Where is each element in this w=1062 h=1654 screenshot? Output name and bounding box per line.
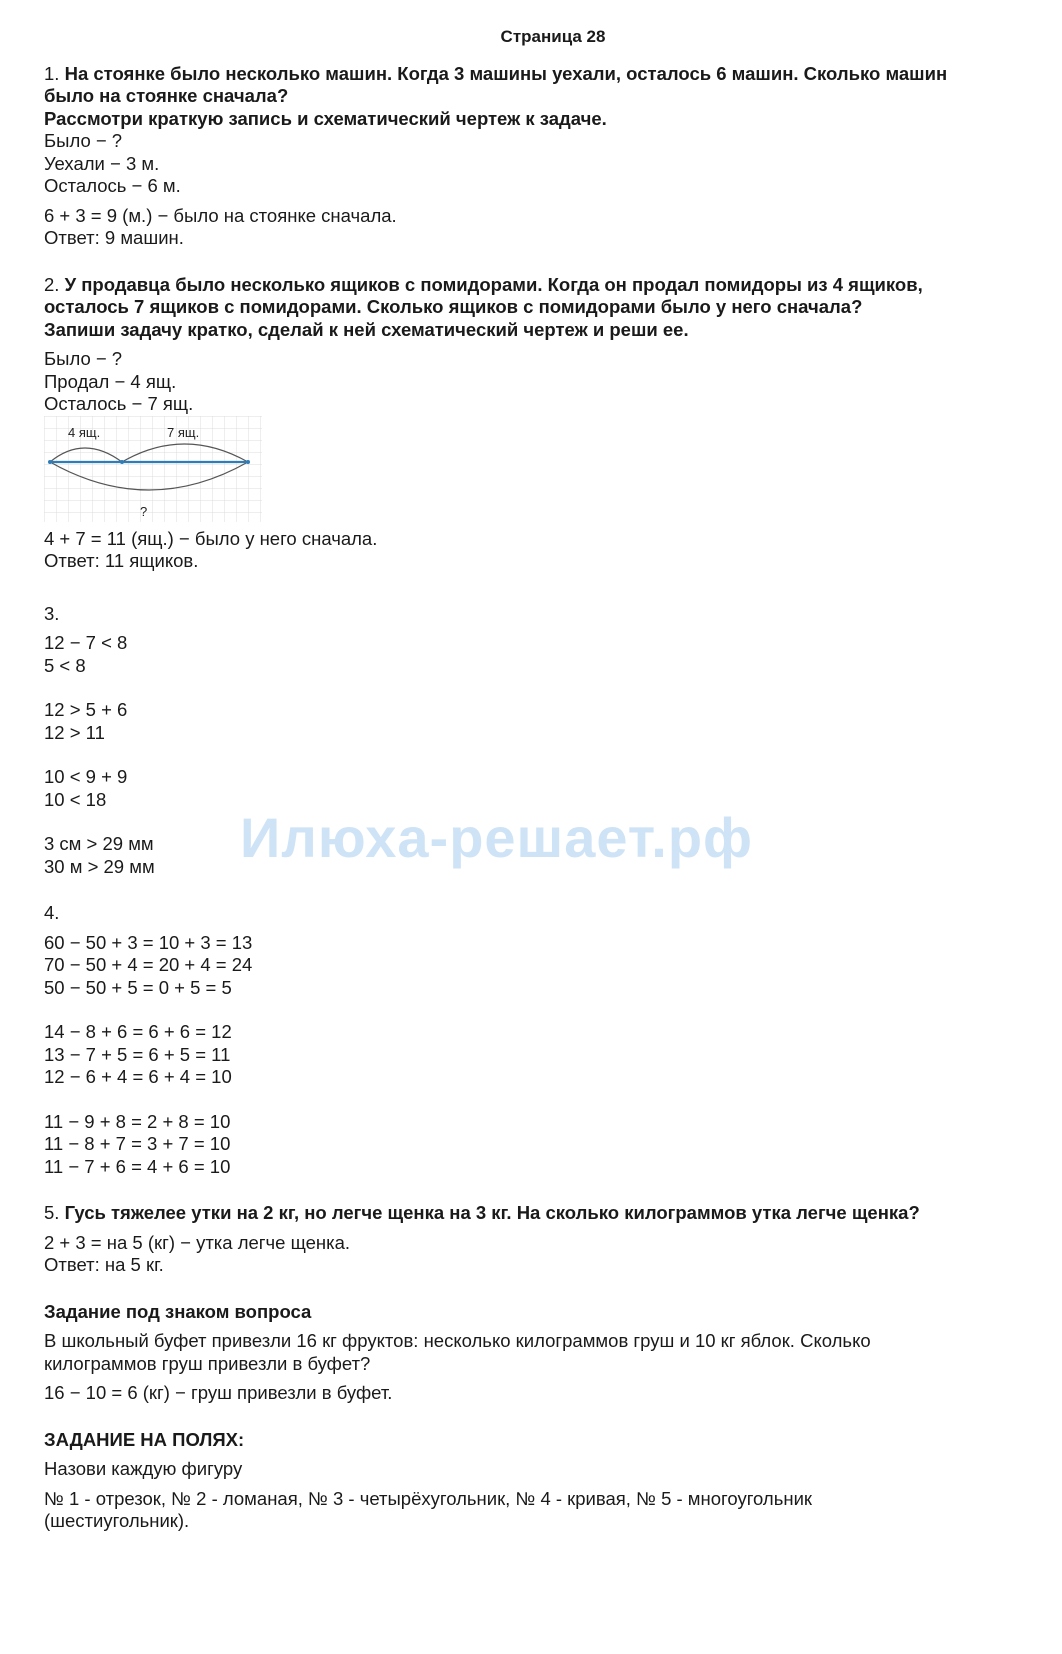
question-text: Гусь тяжелее утки на 2 кг, но легче щенка на 3 кг. На сколько килограммов утка легче щенка? bbox=[64, 1202, 920, 1223]
task-2-question bbox=[44, 274, 1034, 297]
question-text: было на стоянке сначала? bbox=[44, 85, 289, 106]
expression-line: 11 − 7 + 6 = 4 + 6 = 10 bbox=[44, 1155, 231, 1177]
segment-end-point bbox=[246, 460, 250, 464]
expression-line: 11 − 8 + 7 = 3 + 7 = 10 bbox=[44, 1133, 231, 1154]
short-note-line: Продал − 4 ящ. bbox=[44, 370, 177, 392]
short-note-line: Было − ? bbox=[44, 348, 123, 369]
comparison-line: 10 < 9 + 9 bbox=[44, 766, 128, 787]
segment-diagram-svg bbox=[44, 416, 274, 528]
task-5 bbox=[44, 1202, 1034, 1277]
solution-line: 16 − 10 = 6 (кг) − груш привезли в буфет. bbox=[44, 1382, 393, 1403]
page-title: Страница 28 bbox=[500, 27, 606, 46]
expression-line: 11 − 9 + 8 = 2 + 8 = 10 bbox=[44, 1110, 231, 1132]
document-page bbox=[44, 26, 1034, 1533]
answer-line: Ответ: 11 ящиков. bbox=[44, 550, 199, 571]
expression-line: 70 − 50 + 4 = 20 + 4 = 24 bbox=[44, 954, 253, 975]
task-number: 5. bbox=[44, 1202, 60, 1223]
comparison-line: 10 < 18 bbox=[44, 788, 107, 810]
right-part-label: 7 ящ. bbox=[167, 424, 200, 440]
task-2 bbox=[44, 274, 1034, 573]
short-note-line: Уехали − 3 м. bbox=[44, 152, 160, 174]
task-number: 4. bbox=[44, 902, 60, 923]
expression-line: 60 − 50 + 3 = 10 + 3 = 13 bbox=[44, 931, 253, 953]
task-text: В школьный буфет привезли 16 кг фруктов: несколько килограммов груш и 10 кг яблок. Сколько bbox=[44, 1330, 871, 1351]
task-number: 3. bbox=[44, 602, 60, 624]
section-heading: ЗАДАНИЕ НА ПОЛЯХ: bbox=[44, 1428, 245, 1450]
comparison-line: 12 > 5 + 6 bbox=[44, 699, 128, 720]
task-text: Назови каждую фигуру bbox=[44, 1458, 243, 1479]
task-text: килограммов груш привезли в буфет? bbox=[44, 1352, 371, 1374]
task-5-question bbox=[44, 1202, 1034, 1225]
total-label: ? bbox=[140, 503, 148, 519]
task-1-question bbox=[44, 63, 1034, 86]
answer-line: № 1 - отрезок, № 2 - ломаная, № 3 - четырёхугольник, № 4 - кривая, № 5 - многоугольник bbox=[44, 1487, 813, 1509]
task-1 bbox=[44, 63, 1034, 250]
question-text: На стоянке было несколько машин. Когда 3 машины уехали, осталось 6 машин. Сколько машин bbox=[64, 62, 948, 84]
expression-line: 13 − 7 + 5 = 6 + 5 = 11 bbox=[44, 1043, 231, 1065]
task-number: 2. bbox=[44, 273, 60, 295]
solution-line: 6 + 3 = 9 (м.) − было на стоянке сначала. bbox=[44, 204, 397, 226]
segment-mid-point bbox=[120, 460, 124, 464]
solution-line: 2 + 3 = на 5 (кг) − утка легче щенка. bbox=[44, 1231, 351, 1253]
task-4 bbox=[44, 902, 1034, 1178]
segment-diagram bbox=[44, 416, 274, 528]
comparison-line: 5 < 8 bbox=[44, 654, 86, 676]
section-heading: Задание под знаком вопроса bbox=[44, 1300, 312, 1322]
comparison-line: 30 м > 29 мм bbox=[44, 855, 155, 877]
task-3 bbox=[44, 603, 1034, 879]
margin-task bbox=[44, 1429, 1034, 1533]
comparison-line: 3 см > 29 мм bbox=[44, 833, 154, 854]
question-mark-task bbox=[44, 1301, 1034, 1405]
comparison-line: 12 − 7 < 8 bbox=[44, 632, 128, 653]
answer-line: Ответ: 9 машин. bbox=[44, 227, 184, 248]
expression-line: 14 − 8 + 6 = 6 + 6 = 12 bbox=[44, 1021, 232, 1042]
short-note-line: Осталось − 6 м. bbox=[44, 175, 181, 196]
task-number: 1. bbox=[44, 62, 60, 84]
watermark: Илюха-решает.рф bbox=[240, 806, 754, 869]
expression-line: 12 − 6 + 4 = 6 + 4 = 10 bbox=[44, 1066, 232, 1087]
comparison-line: 12 > 11 bbox=[44, 721, 105, 743]
answer-line: Ответ: на 5 кг. bbox=[44, 1254, 164, 1275]
solution-line: 4 + 7 = 11 (ящ.) − было у него сначала. bbox=[44, 527, 378, 549]
question-text: осталось 7 ящиков с помидорами. Сколько ящиков с помидорами было у него сначала? bbox=[44, 296, 863, 317]
short-note-line: Осталось − 7 ящ. bbox=[44, 393, 194, 414]
instruction-text: Запиши задачу кратко, сделай к ней схематический чертеж и реши ее. bbox=[44, 318, 689, 340]
short-note-line: Было − ? bbox=[44, 130, 123, 151]
expression-line: 50 − 50 + 5 = 0 + 5 = 5 bbox=[44, 976, 232, 998]
segment-start-point bbox=[48, 460, 52, 464]
question-text: У продавца было несколько ящиков с помидорами. Когда он продал помидоры из 4 ящиков, bbox=[64, 273, 923, 295]
instruction-text: Рассмотри краткую запись и схематический чертеж к задаче. bbox=[44, 107, 607, 129]
answer-line: (шестиугольник). bbox=[44, 1510, 190, 1531]
left-part-label: 4 ящ. bbox=[68, 424, 101, 440]
